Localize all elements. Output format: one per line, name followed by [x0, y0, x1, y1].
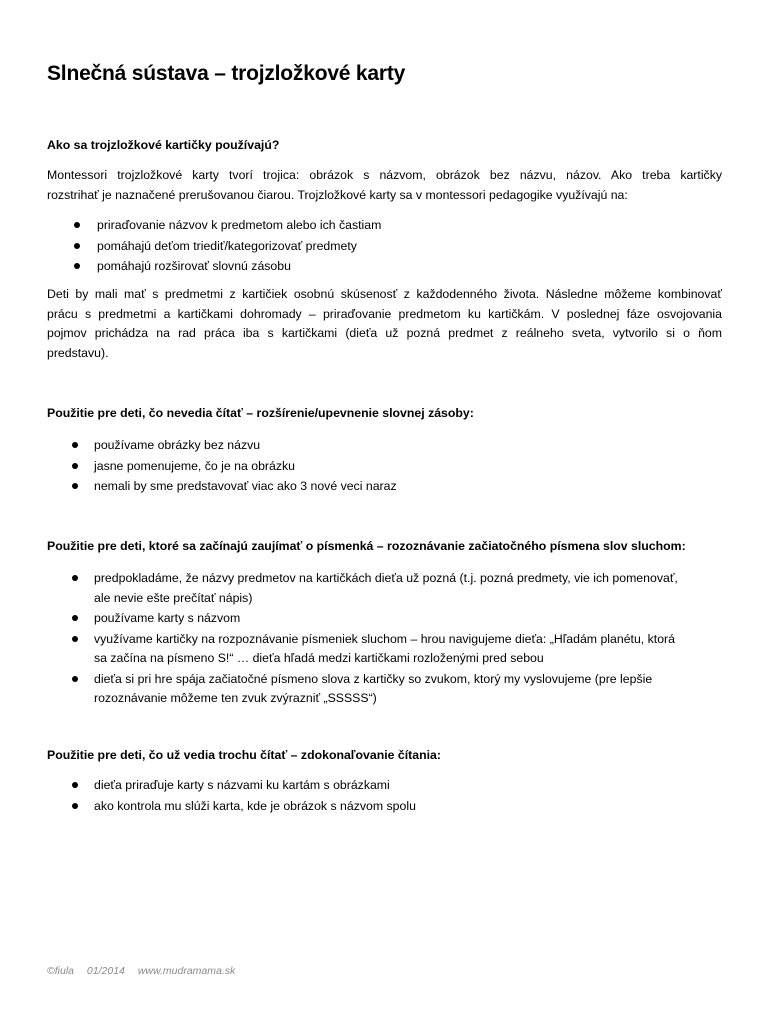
- list-item: [47, 609, 687, 629]
- paragraph-line: rozstrihať je naznačené prerušovanou čiarou. Trojzložkové karty sa v montessori pedagogike využívajú na:: [47, 187, 628, 202]
- bullet-icon: [72, 782, 78, 788]
- list-item-text: jasne pomenujeme, čo je na obrázku: [94, 458, 295, 473]
- bullet-icon: [72, 575, 78, 581]
- paragraph-line: pojmov prichádza na rad práca iba s kartičkami (dieťa už pozná predmet z reálneho sveta, vytvorilo si o ňom: [47, 326, 722, 340]
- intro-paragraph: [47, 166, 722, 205]
- list-item: [47, 776, 687, 796]
- section-heading-readers: Použitie pre deti, čo už vedia trochu čítať – zdokonaľovanie čítania:: [47, 748, 441, 762]
- paragraph-line: prácu s predmetmi a kartičkami dohromady – priraďovanie predmetom ku kartičkám. V poslednej fáze osvojovania: [47, 306, 722, 321]
- list-item-text: používame karty s názvom: [94, 611, 241, 625]
- bullet-icon: [74, 222, 80, 228]
- list-item: [47, 797, 687, 817]
- list-item-text: používame obrázky bez názvu: [94, 438, 261, 452]
- bullet-icon: [72, 636, 78, 642]
- page-title: Slnečná sústava – trojzložkové karty: [47, 62, 406, 85]
- paragraph-line: Montessori trojzložkové karty tvorí trojica: obrázok s názvom, obrázok bez názvu, názov. Ako treba kartičky: [47, 168, 722, 182]
- list-item-text: dieťa si pri hre spája začiatočné písmeno slova z kartičky so zvukom, ktorý my vyslovujeme (pre lepšie: [94, 671, 653, 686]
- list-item-text: pomáhajú deťom triediť/kategorizovať predmety: [97, 238, 357, 253]
- paragraph-line: predstavu).: [47, 345, 109, 360]
- bullet-icon: [72, 483, 78, 489]
- readers-list: [47, 776, 687, 817]
- section-heading-non-readers: Použitie pre deti, čo nevedia čítať – rozšírenie/upevnenie slovnej zásoby:: [47, 406, 474, 420]
- bullet-icon: [72, 803, 78, 809]
- list-item-text: dieťa priraďuje karty s názvami ku kartám s obrázkami: [94, 778, 390, 792]
- section-heading-letters: Použitie pre deti, ktoré sa začínajú zaujímať o písmenká – rozoznávanie začiatočného písmena slov sluchom:: [47, 539, 686, 553]
- list-item-text: rozoznávanie môžeme ten zvuk zvýrazniť „SSSSS“): [94, 691, 377, 705]
- bullet-icon: [72, 442, 78, 448]
- bullet-icon: [72, 676, 78, 682]
- footer-date: 01/2014: [86, 965, 125, 977]
- list-item: [47, 257, 687, 277]
- list-item-text: ale nevie ešte prečítať nápis): [94, 590, 253, 605]
- list-item: [47, 457, 687, 477]
- list-item-text: sa začína na písmeno S!“ … dieťa hľadá medzi kartičkami rozloženými pred sebou: [94, 651, 544, 665]
- bullet-icon: [74, 263, 80, 269]
- list-item: [47, 216, 687, 236]
- paragraph-line: Deti by mali mať s predmetmi z kartičiek osobnú skúsenosť z každodenného života. Následne môžeme kombinovať: [47, 287, 722, 301]
- section-heading-usage: Ako sa trojzložkové kartičky používajú?: [47, 138, 280, 152]
- list-item: [47, 630, 687, 669]
- list-item-text: priraďovanie názvov k predmetom alebo ich častiam: [97, 218, 382, 232]
- non-readers-list: [47, 436, 687, 498]
- bullet-icon: [72, 615, 78, 621]
- uses-list: [47, 216, 687, 278]
- bullet-icon: [72, 463, 78, 469]
- list-item-text: predpokladáme, že názvy predmetov na kartičkách dieťa už pozná (t.j. pozná predmety, vie ich pomenovať,: [94, 571, 678, 585]
- list-item: [47, 569, 687, 608]
- footer-website: www.mudramama.sk: [137, 965, 236, 977]
- page-footer: [47, 965, 245, 977]
- list-item: [47, 436, 687, 456]
- bullet-icon: [74, 243, 80, 249]
- list-item-text: pomáhajú rozširovať slovnú zásobu: [97, 259, 291, 273]
- list-item: [47, 477, 687, 497]
- list-item-text: nemali by sme predstavovať viac ako 3 nové veci naraz: [94, 479, 397, 493]
- letters-list: [47, 569, 687, 710]
- list-item: [47, 670, 687, 709]
- list-item-text: ako kontrola mu slúži karta, kde je obrázok s názvom spolu: [94, 798, 416, 813]
- footer-author: ©fiula: [47, 965, 74, 977]
- outro-paragraph: [47, 285, 722, 363]
- list-item-text: využívame kartičky na rozpoznávanie písmeniek sluchom – hrou navigujeme dieťa: „Hľadám planétu, ktorá: [94, 631, 675, 646]
- list-item: [47, 237, 687, 257]
